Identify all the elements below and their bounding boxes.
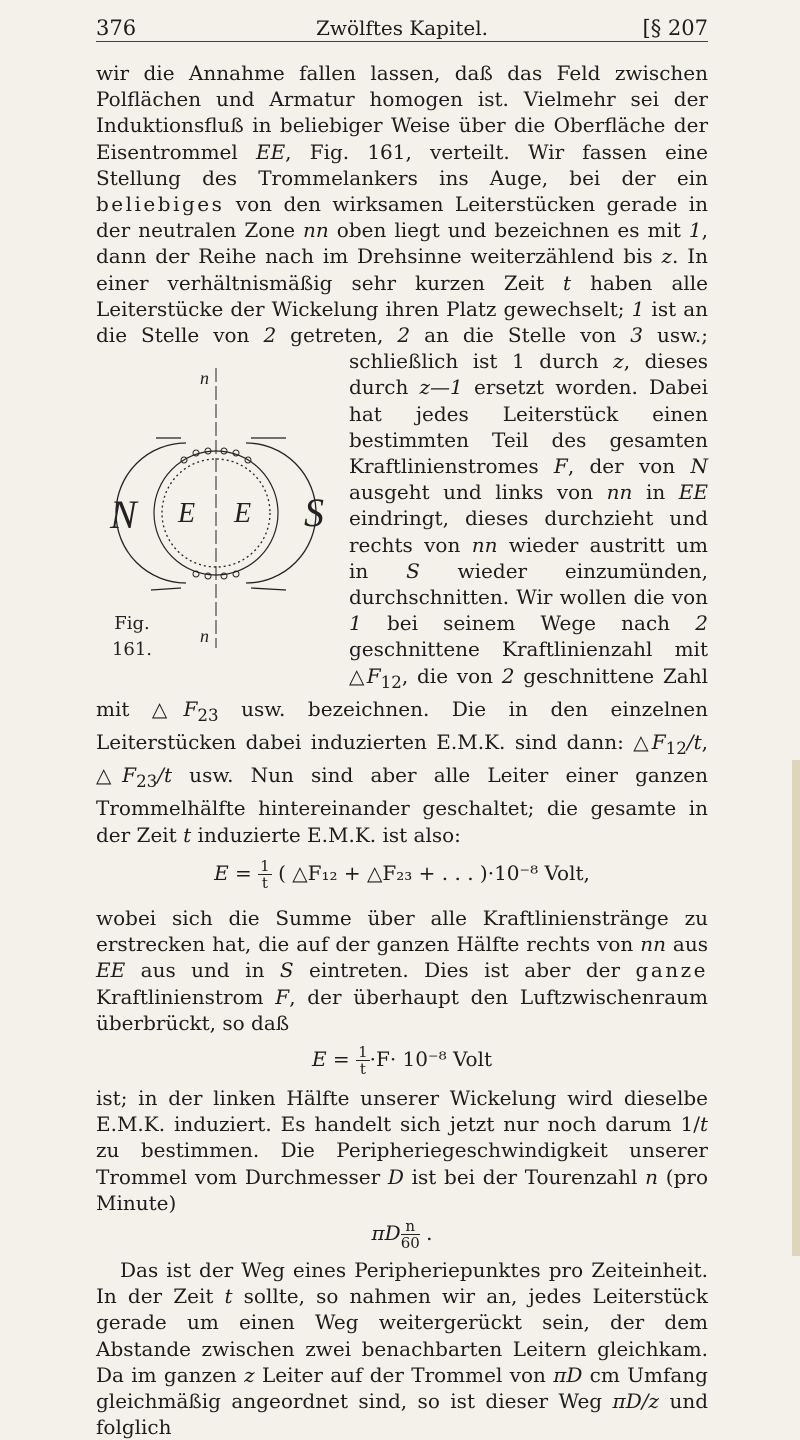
pole-s-label: S [304,490,324,536]
equation-1: E = $\frac{1}{t}$ ( △F₁₂ + △F₂₃ + . . . )·10⁻⁸ Volt, [214,856,590,892]
equation-2: E = $\frac{1}{t}$ ·F· 10⁻⁸ Volt [311,1042,493,1078]
figure-caption: Fig. 161. [111,612,153,661]
section-number: [§ 207 [642,16,708,40]
running-header [96,6,708,46]
paragraph-2: wobei sich die Summe über alle Kraftlinienstränge zu erstrecken hat, die auf der ganzen Hälfte rechts von nn aus EE aus und in S eintreten. Dies ist aber der ganze Kraftlinienstrom F, der überhaupt den Luftzwischenraum überbrückt, so daß [96,905,708,1035]
zone-n-top: n [200,368,209,389]
iron-e-right: E [234,498,252,530]
page-edge-shadow [792,760,800,1256]
equation-3: πD $\frac{n}{60}$ . [371,1216,433,1252]
paragraph-4: Das ist der Weg eines Peripheriepunktes pro Zeiteinheit. In der Zeit t sollte, so nahmen wir an, jedes Leiterstück gerade um einen Weg weitergerückt sein, der dem Abstande zwischen zwei benachbarten Leitern gleichkam. Da im ganzen z Leiter auf der Trommel von πD cm Umfang gleichmäßig angeordnet sind, so ist dieser Weg πD/z und folglich [96,1257,709,1440]
figure-161 [96,348,341,663]
zone-n-bottom: n [200,626,209,647]
iron-e-left: E [178,498,196,530]
chapter-title: Zwölftes Kapitel. [315,16,489,40]
body-text [96,60,708,1440]
header-rule [96,41,708,42]
paragraph-3: ist; in der linken Hälfte unserer Wickelung wird dieselbe E.M.K. induziert. Es handelt sich jetzt nur noch darum 1/t zu bestimmen. Die Peripheriegeschwindigkeit unserer Trommel vom Durchmesser D ist bei der Tourenzahl n (pro Minute) [96,1085,708,1215]
page-number: 376 [96,16,137,40]
paragraph-1: wir die Annahme fallen lassen, daß das Feld zwischen Polflächen und Armatur homogen ist. Vielmehr sei der Induktionsfluß in beliebiger Weise über die Oberfläche der Eisentrommel EE, Fig. 161, verteilt. Wir fassen eine Stellung des Trommelankers ins Auge, bei der ein beliebiges von den wirksamen Leiterstücken gerade in der neutralen Zone nn oben liegt und bezeichnen es mit 1, dann der Reihe nach im Drehsinne weiterzählend bis z. In einer verhältnismäßig sehr kurzen Zeit t haben alle Leiterstücke der Wickelung ihren Platz gewechselt; 1 ist an die Stelle von 2 getreten, 2 an die Stelle von 3 usw.; schließlich ist N S E E n n Fig. 161. 1 durch z, dieses durch z—1 ersetzt worden. Dabei hat jedes Leiterstück einen bestimmten Teil des gesamten Kraftlinienstromes F, der von N ausgeht und links von nn in EE eindringt, dieses durchzieht und rechts von nn wieder austritt um in S wieder einzumünden, durchschnitten. Wir wollen die von 1 bei seinem Wege nach 2 geschnittene Kraftlinienzahl mit $\triangle F_{12}$, die von 2 geschnittene Zahl mit $\triangle F_{23}$ usw. bezeichnen. Die in den einzelnen Leiterstücken dabei induzierten E.M.K. sind dann: $\triangle F_{12}/t$, $\triangle F_{23}/t$ usw. Nun sind aber alle Leiter einer ganzen Trommelhälfte hintereinander geschaltet; die gesamte in der Zeit t induzierte E.M.K. ist also: [96,61,709,847]
pole-n-label: N [110,492,137,538]
